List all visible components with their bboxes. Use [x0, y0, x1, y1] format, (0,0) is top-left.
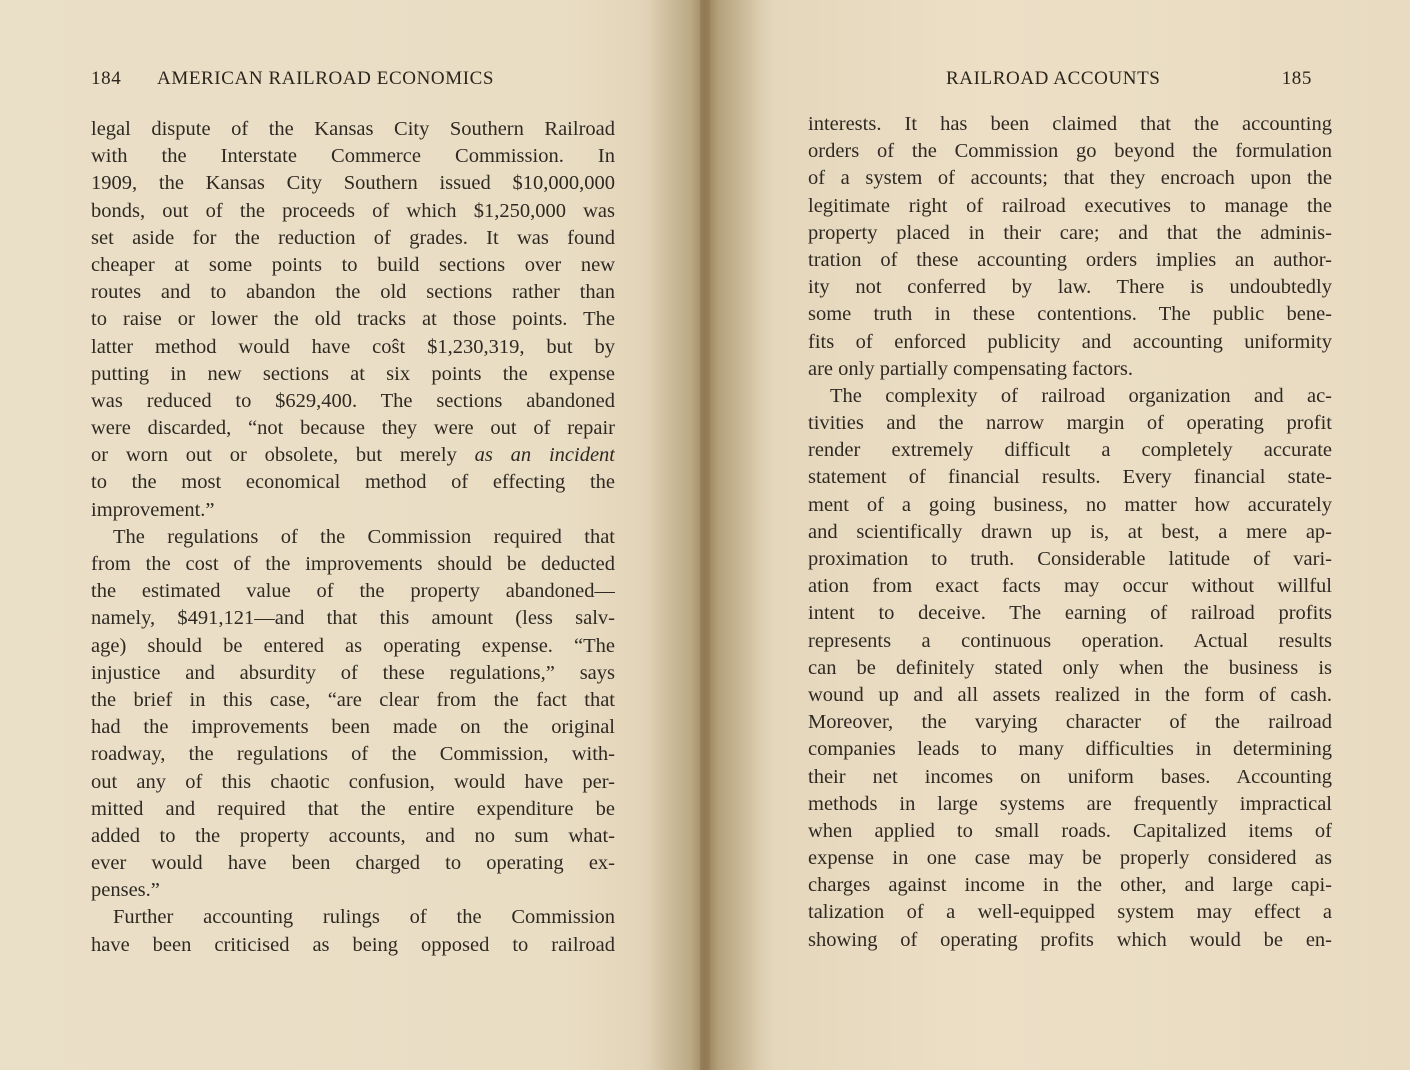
text-line: interests. It has been claimed that the accounting: [808, 113, 1332, 135]
running-head-title: RAILROAD ACCOUNTS: [946, 68, 1161, 89]
text-line: roadway, the regulations of the Commission, with-: [91, 743, 615, 766]
paragraph-start-line: Further accounting rulings of the Commission: [113, 906, 615, 929]
text-line: mitted and required that the entire expenditure be: [91, 797, 615, 820]
text-line: cheaper at some points to build sections over new: [91, 253, 615, 276]
paragraph-start-line: The complexity of railroad organization and ac-: [830, 384, 1332, 407]
text-line: wound up and all assets realized in the form of cash.: [808, 683, 1332, 706]
text-line: expense in one case may be properly considered as: [808, 847, 1332, 870]
italic-phrase: as an incident: [474, 444, 615, 467]
text-line: legal dispute of the Kansas City Southern Railroad: [91, 118, 615, 140]
text-line: the brief in this case, “are clear from the fact that: [91, 688, 615, 711]
left-running-head: [91, 68, 551, 100]
text-line: age) should be entered as operating expense. “The: [91, 634, 615, 657]
text-line: when applied to small roads. Capitalized items of: [808, 819, 1332, 842]
text-line: out any of this chaotic confusion, would have per-: [91, 770, 615, 793]
text-line: companies leads to many difficulties in determining: [808, 738, 1332, 761]
text-line: have been criticised as being opposed to railroad: [91, 933, 615, 956]
text-line: routes and to abandon the old sections rather than: [91, 281, 615, 304]
text-line: 1909, the Kansas City Southern issued $10,000,000: [91, 172, 615, 195]
text-line: orders of the Commission go beyond the formulation: [808, 140, 1332, 163]
text-line: of a system of accounts; that they encroach upon the: [808, 167, 1332, 190]
text-line: ment of a going business, no matter how accurately: [808, 493, 1332, 516]
text-line: intent to deceive. The earning of railroad profits: [808, 602, 1332, 625]
text-line: injustice and absurdity of these regulations,” says: [91, 661, 615, 684]
text-line: charges against income in the other, and large capi-: [808, 874, 1332, 897]
text-line: are only partially compensating factors.: [808, 357, 1134, 380]
text-line: showing of operating profits which would be en-: [808, 928, 1332, 951]
page-number: 185: [1281, 68, 1312, 89]
text-line: the estimated value of the property abandoned—: [91, 580, 615, 603]
text-line: ation from exact facts may occur without willful: [808, 575, 1332, 598]
text-line: legitimate right of railroad executives to manage the: [808, 194, 1332, 217]
text-line: tration of these accounting orders implies an author-: [808, 248, 1332, 271]
text-line: talization of a well-equipped system may effect a: [808, 901, 1332, 924]
text-line: property placed in their care; and that the adminis-: [808, 221, 1332, 244]
text-line: with the Interstate Commerce Commission. In: [91, 145, 615, 168]
right-running-head: [946, 68, 1312, 100]
text-line: statement of financial results. Every financial state-: [808, 466, 1332, 489]
text-line: to the most economical method of effecting the: [91, 471, 615, 494]
text-line: improvement.”: [91, 498, 215, 521]
text-line: render extremely difficult a completely accurate: [808, 439, 1332, 462]
text-line: Moreover, the varying character of the railroad: [808, 711, 1332, 734]
text-line: represents a continuous operation. Actual results: [808, 629, 1332, 652]
text-line: penses.”: [91, 879, 160, 902]
text-line: methods in large systems are frequently impractical: [808, 792, 1332, 815]
right-page: [710, 0, 1410, 1070]
text-line: was reduced to $629,400. The sections abandoned: [91, 389, 615, 412]
text-line: tivities and the narrow margin of operating profit: [808, 412, 1332, 435]
text-line: added to the property accounts, and no sum what-: [91, 824, 615, 847]
text-line: their net incomes on uniform bases. Accounting: [808, 765, 1332, 788]
text-line: latter method would have coŝt $1,230,319, but by: [91, 335, 615, 358]
text-line: were discarded, “not because they were out of repair: [91, 417, 615, 440]
text-line: and scientifically drawn up is, at best, a mere ap-: [808, 520, 1332, 543]
text-line: ever would have been charged to operating ex-: [91, 852, 615, 875]
text-line: putting in new sections at six points the expense: [91, 362, 615, 385]
text-line: fits of enforced publicity and accounting uniformity: [808, 330, 1332, 353]
paragraph-start-line: The regulations of the Commission required that: [113, 525, 615, 548]
text-line-with-italic: [91, 442, 615, 469]
text-line: proximation to truth. Considerable latitude of vari-: [808, 548, 1332, 570]
text-line: can be definitely stated only when the business is: [808, 656, 1332, 679]
left-body-text: [91, 116, 615, 959]
left-page: [0, 0, 700, 1070]
text-line: some truth in these contentions. The public bene-: [808, 303, 1332, 326]
text-line: to raise or lower the old tracks at those points. The: [91, 308, 615, 331]
text-line: from the cost of the improvements should be deducted: [91, 553, 615, 575]
text-line-start: or worn out or obsolete, but merely: [91, 444, 457, 467]
text-line: had the improvements been made on the original: [91, 716, 615, 739]
running-head-title: AMERICAN RAILROAD ECONOMICS: [157, 68, 495, 89]
text-line: set aside for the reduction of grades. It was found: [91, 226, 615, 249]
text-line: bonds, out of the proceeds of which $1,250,000 was: [91, 199, 615, 222]
right-body-text: [808, 111, 1332, 954]
page-number: 184: [91, 68, 122, 89]
text-line: ity not conferred by law. There is undoubtedly: [808, 276, 1332, 299]
text-line: namely, $491,121—and that this amount (less salv-: [91, 607, 615, 630]
